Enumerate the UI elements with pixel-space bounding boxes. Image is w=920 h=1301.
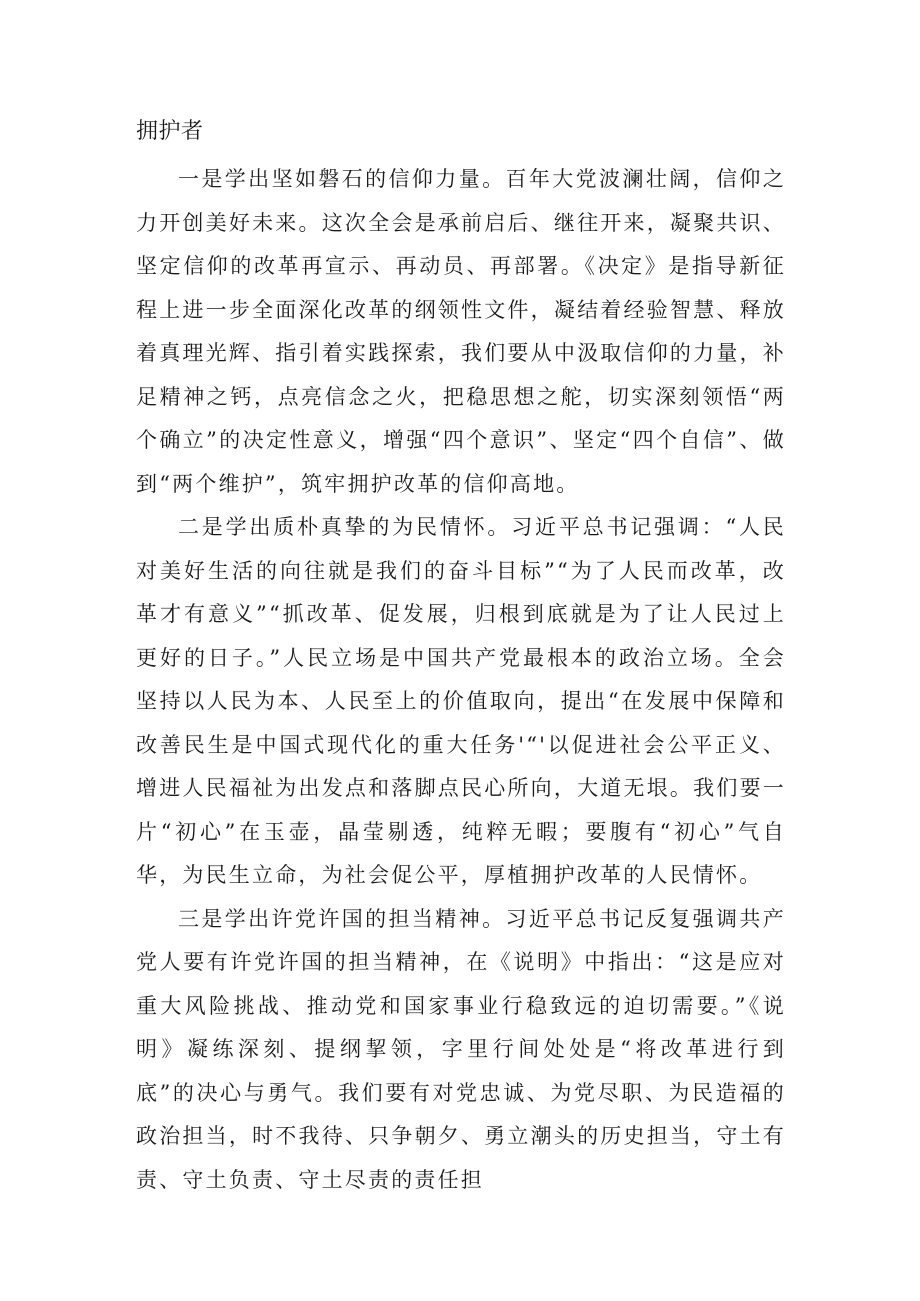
paragraph-faith: 一是学出坚如磐石的信仰力量。百年大党波澜壮阔，信仰之力开创美好未来。这次全会是承前启后、继往开来，凝聚共识、坚定信仰的改革再宣示、再动员、再部署。《决定》是指导新征程上进一步全面深化改革的纲领性文件，凝结着经验智慧、释放着真理光辉、指引着实践探索，我们要从中汲取信仰的力量，补足精神之钙，点亮信念之火，把稳思想之舵，切实深刻领悟“两个确立”的决定性意义，增强“四个意识”、坚定“四个自信”、做到“两个维护”，筑牢拥护改革的信仰高地。 (136, 167, 786, 496)
section-heading: 拥护者 (136, 119, 204, 144)
paragraph-responsibility: 三是学出许党许国的担当精神。习近平总书记反复强调共产党人要有许党许国的担当精神，在《说明》中指出：“这是应对重大风险挑战、推动党和国家事业行稳致远的迫切需要。”《说明》凝练深刻、提纲挈领，字里行间处处是“将改革进行到底”的决心与勇气。我们要有对党忠诚、为党尽职、为民造福的政治担当，时不我待、只争朝夕、勇立潮头的历史担当，守土有责、守土负责、守土尽责的责任担 (136, 906, 786, 1192)
document-body (136, 158, 786, 1202)
paragraph-people: 二是学出质朴真挚的为民情怀。习近平总书记强调：“人民对美好生活的向往就是我们的奋斗目标”“为了人民而改革，改革才有意义”“抓改革、促发展，归根到底就是为了让人民过上更好的日子。”人民立场是中国共产党最根本的政治立场。全会坚持以人民为本、人民至上的价值取向，提出“在发展中保障和改善民生是中国式现代化的重大任务'“'以促进社会公平正义、增进人民福祉为出发点和落脚点民心所向，大道无垠。我们要一片“初心”在玉壶，晶莹剔透，纯粹无暇；要腹有“初心”气自华，为民生立命，为社会促公平，厚植拥护改革的人民情怀。 (136, 515, 786, 887)
